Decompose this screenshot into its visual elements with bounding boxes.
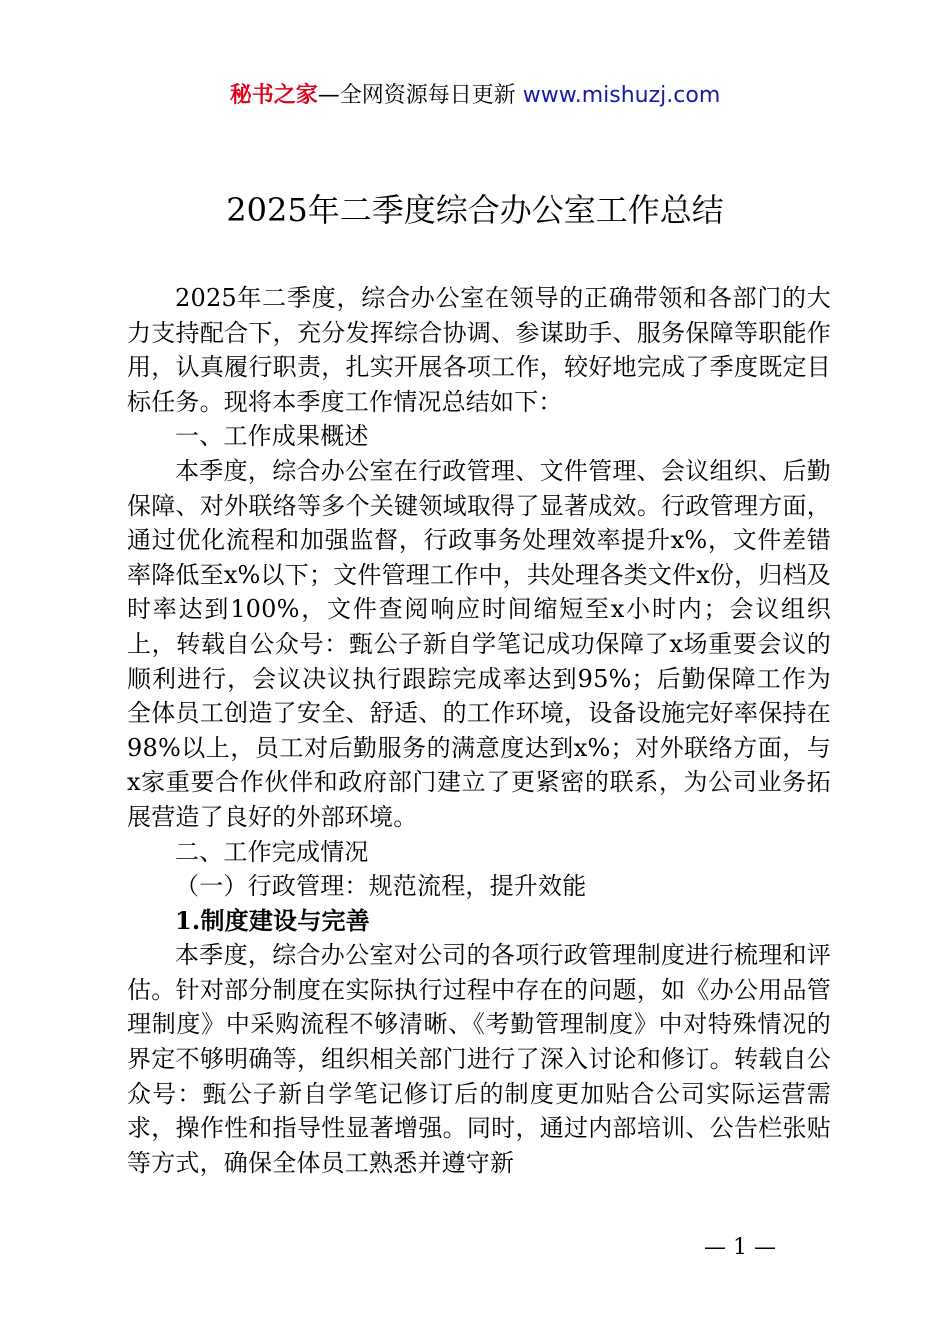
section-heading-2: 二、工作完成情况 bbox=[175, 837, 369, 866]
page-number: — 1 — bbox=[704, 1235, 776, 1260]
document-title: 2025年二季度综合办公室工作总结 bbox=[226, 191, 724, 229]
item-heading-1: 1.制度建设与完善 bbox=[175, 905, 370, 935]
site-url[interactable]: www.mishuzj.com bbox=[522, 83, 721, 108]
achievements-paragraph: 本季度，综合办公室在行政管理、文件管理、会议组织、后勤保障、对外联络等多个关键领域取得了显著成效。行政管理方面，通过优化流程和加强监督，行政事务处理效率提升x%，文件差错率降低至x%以下；文件管理工作中，共处理各类文件x份，归档及时率达到100%，文件查阅响应时间缩短至x小时内；会议组织上，转载自公众号：甄公子新自学笔记成功保障了x场重要会议的顺利进行，会议决议执行跟踪完成率达到95%；后勤保障工作为全体员工创造了安全、舒适、的工作环境，设备设施完好率保持在98%以上，员工对后勤服务的满意度达到x%；对外联络方面，与x家重要合作伙伴和政府部门建立了更紧密的联系，为公司业务拓展营造了良好的外部环境。 bbox=[127, 456, 831, 831]
document-body bbox=[127, 281, 831, 1180]
section-heading-1: 一、工作成果概述 bbox=[175, 422, 369, 451]
system-building-paragraph: 本季度，综合办公室对公司的各项行政管理制度进行梳理和评估。针对部分制度在实际执行过程中存在的问题，如《办公用品管理制度》中采购流程不够清晰、《考勤管理制度》中对特殊情况的界定不够明确等，组织相关部门进行了深入讨论和修订。转载自公众号：甄公子新自学笔记修订后的制度更加贴合公司实际运营需求，操作性和指导性显著增强。同时，通过内部培训、公告栏张贴等方式，确保全体员工熟悉并遵守新 bbox=[127, 941, 831, 1177]
site-brand: 秘书之家 bbox=[229, 83, 318, 108]
site-header bbox=[0, 80, 950, 112]
subsection-heading-1: （一）行政管理：规范流程，提升效能 bbox=[175, 872, 587, 901]
intro-paragraph: 2025年二季度，综合办公室在领导的正确带领和各部门的大力支持配合下，充分发挥综合协调、参谋助手、服务保障等职能作用，认真履行职责，扎实开展各项工作，较好地完成了季度既定目标任务。现将本季度工作情况总结如下： bbox=[127, 284, 831, 416]
site-tagline: —全网资源每日更新 bbox=[317, 83, 516, 108]
